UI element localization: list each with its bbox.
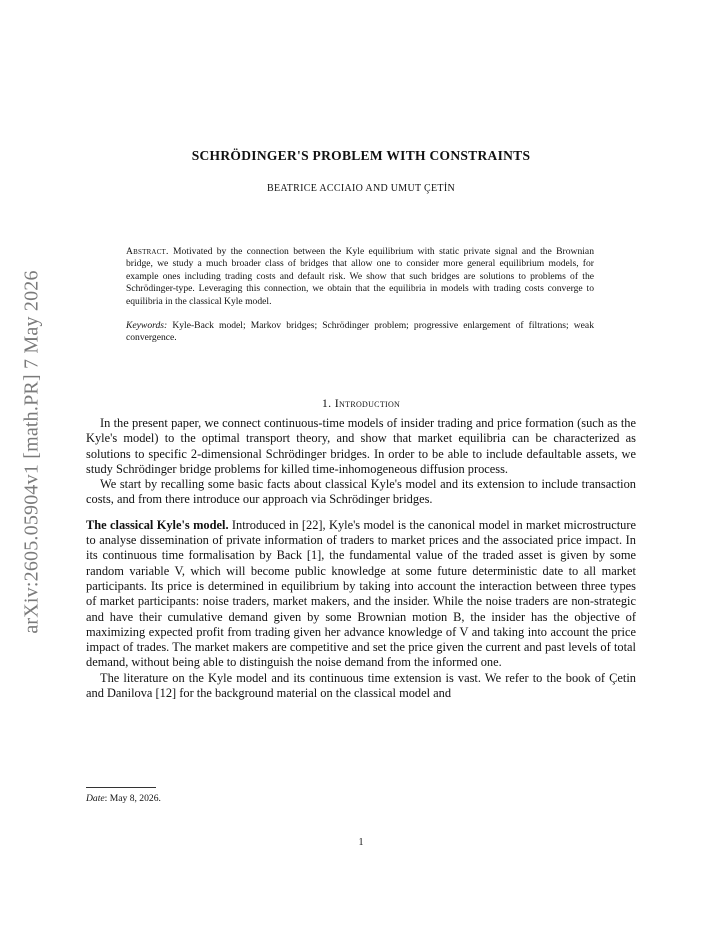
paragraph-2: We start by recalling some basic facts about classical Kyle's model and its extension to include transaction costs, and from there introduce our approach via Schrödinger bridges. xyxy=(86,477,636,507)
footnote-date xyxy=(86,793,161,804)
paragraph-1: In the present paper, we connect continuous-time models of insider trading and price formation (such as the Kyle's model) to the optimal transport theory, and show that market equilibria can be characterized as solutions to specific 2-dimensional Schrödinger bridges. In order to be able to include defaultable assets, we study Schrödinger bridge problems for killed time-inhomogeneous diffusion process. xyxy=(86,416,636,476)
kyle-runin-heading: The classical Kyle's model. xyxy=(86,517,229,532)
section-heading: 1. Introduction xyxy=(321,396,401,410)
paragraph-literature: The literature on the Kyle model and its continuous time extension is vast. We refer to the book of Çetin and Danilova [12] for the background material on the classical model and xyxy=(86,670,636,701)
abstract-label: Abstract. xyxy=(126,246,169,257)
section-body xyxy=(86,416,636,701)
page-number: 1 xyxy=(358,837,364,848)
abstract-text: Motivated by the connection between the Kyle equilibrium with static private signal and the Brownian bridge, we study a much broader class of bridges that allow one to consider more general equilibrium models, for example ones including trading costs and default risk. We show that such bridges are solutions to problems of the Schrödinger-type. Leveraging this connection, we obtain that the equilibria in models with trading costs converge to equilibria in the classical Kyle model. xyxy=(126,246,594,307)
footnote-divider xyxy=(86,787,156,788)
paragraph-kyle xyxy=(86,518,636,671)
keywords-label: Keywords: xyxy=(126,320,168,331)
paper-authors: BEATRICE ACCIAIO AND UMUT ÇETİN xyxy=(266,183,455,194)
abstract xyxy=(126,246,594,308)
arxiv-identifier-stamp xyxy=(6,0,58,932)
arxiv-identifier-text: arXiv:2605.05904v1 [math.PR] 7 May 2026 xyxy=(20,270,43,634)
footnote-text: : May 8, 2026. xyxy=(104,793,161,804)
keywords-text: Kyle-Back model; Markov bridges; Schrödinger problem; progressive enlargement of filtrations; weak convergence. xyxy=(126,320,594,344)
kyle-text: Introduced in [22], Kyle's model is the canonical model in market microstructure to analyse dissemination of private information of traders to market prices and the associated price impact. In its continuous time formalisation by Back [1], the fundamental value of the traded asset is given by some random variable V, which will become public knowledge at some future deterministic date to all market participants. Its price is determined in equilibrium by taking into account the interaction between three types of market participants: noise traders, market makers, and the insider. While the noise traders are non-strategic and have their cumulative demand given by some Brownian motion B, the insider has the objective of maximizing expected profit from trading given her advance knowledge of V and taking into account the price impact of trades. The market makers are competitive and set the price given the current and past levels of total demand, without being able to distinguish the noise demand from the informed one. xyxy=(86,517,636,670)
keywords xyxy=(126,320,594,345)
paper-title: SCHRÖDINGER'S PROBLEM WITH CONSTRAINTS xyxy=(191,148,531,163)
footnote-label: Date xyxy=(86,793,105,804)
